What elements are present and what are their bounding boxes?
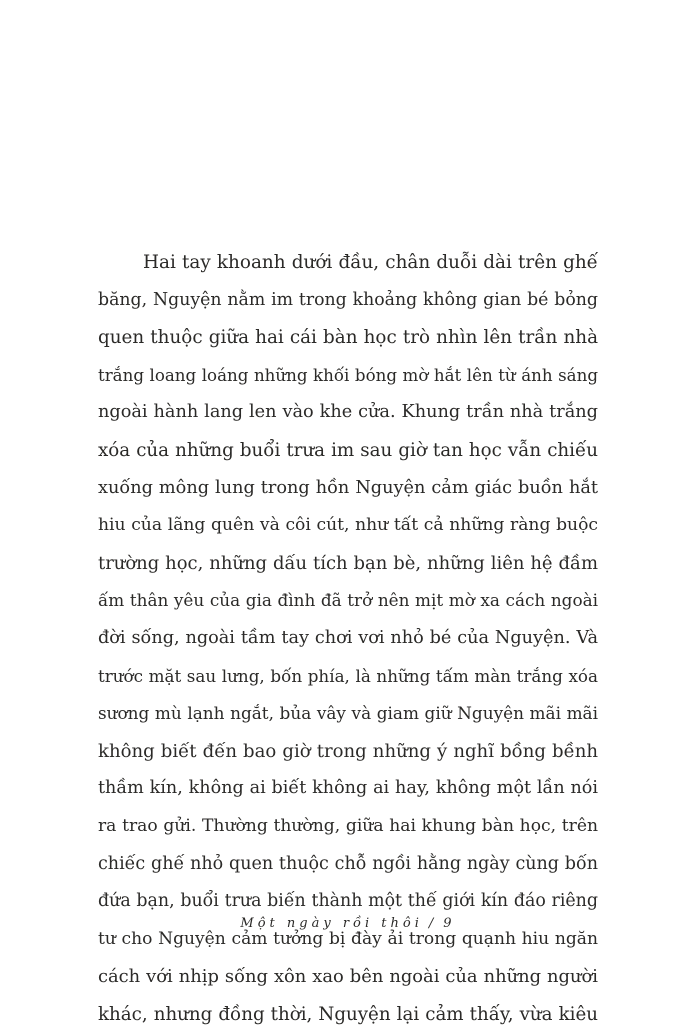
text-line: Hai tay khoanh dưới đầu, chân duỗi dài trên ghế: [143, 252, 598, 273]
running-footer: [0, 916, 696, 931]
text-line: ấm thân yêu của gia đình đã trở nên mịt mờ xa cách ngoài: [98, 590, 598, 611]
text-line: đời sống, ngoài tầm tay chơi vơi nhỏ bé của Nguyện. Và: [98, 627, 598, 648]
text-line: khác, nhưng đồng thời, Nguyện lại cảm thấy, vừa kiêu: [98, 1003, 598, 1025]
text-line: ra trao gửi. Thường thường, giữa hai khung bàn học, trên: [98, 815, 598, 836]
text-line: trắng loang loáng những khối bóng mờ hắt lên từ ánh sáng: [98, 365, 598, 385]
footer-separator: /: [428, 916, 438, 931]
text-line: xuống mông lung trong hồn Nguyện cảm giác buồn hắt: [98, 477, 598, 498]
text-line: ngoài hành lang len vào khe cửa. Khung trần nhà trắng: [98, 402, 598, 423]
text-line: sương mù lạnh ngắt, bủa vây và giam giữ Nguyện mãi mãi: [98, 703, 598, 724]
page-number: 9: [443, 916, 456, 931]
text-line: tư cho Nguyện cảm tưởng bị đày ải trong quạnh hiu ngăn: [98, 928, 598, 949]
text-line: trước mặt sau lưng, bốn phía, là những tấm màn trắng xóa: [98, 665, 598, 686]
text-line: xóa của những buổi trưa im sau giờ tan học vẫn chiếu: [98, 439, 598, 461]
footer-book-title: Một ngày rồi thôi: [240, 916, 423, 931]
text-line: chiếc ghế nhỏ quen thuộc chỗ ngồi hằng ngày cùng bốn: [98, 853, 598, 874]
text-line: thầm kín, không ai biết không ai hay, không một lần nói: [98, 778, 598, 799]
text-line: hiu của lãng quên và côi cút, như tất cả những ràng buộc: [98, 515, 598, 536]
text-line: đứa bạn, buổi trưa biến thành một thế giới kín đáo riêng: [98, 891, 598, 912]
text-line: băng, Nguyện nằm im trong khoảng không gian bé bỏng: [98, 289, 598, 310]
text-line: không biết đến bao giờ trong những ý nghĩ bồng bềnh: [98, 740, 598, 762]
body-text: [98, 244, 598, 1033]
text-line: quen thuộc giữa hai cái bàn học trò nhìn lên trần nhà: [98, 327, 598, 349]
text-line: trường học, những dấu tích bạn bè, những liên hệ đầm: [98, 552, 598, 574]
text-line: cách với nhịp sống xôn xao bên ngoài của những người: [98, 966, 598, 988]
